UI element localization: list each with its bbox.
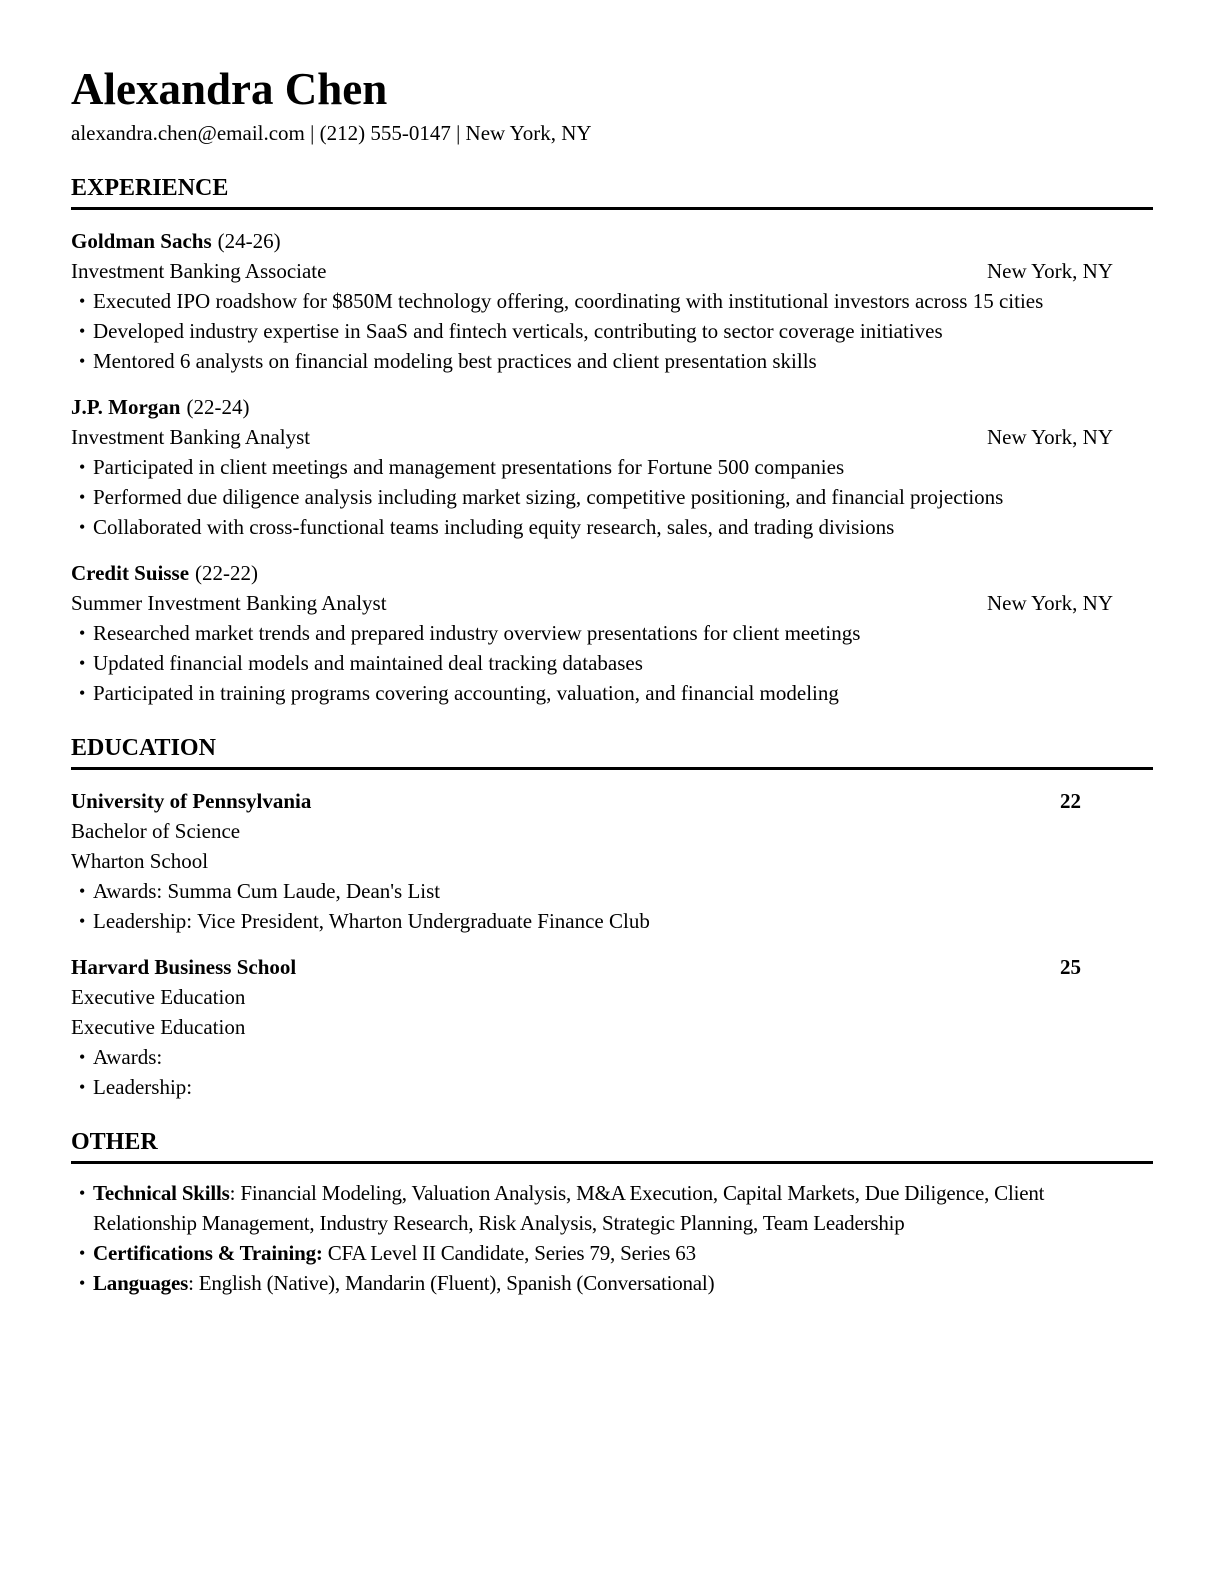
- school-bullet-text: Leadership:: [93, 1075, 193, 1099]
- job-title: Investment Banking Associate: [71, 259, 327, 283]
- job-bullet: [71, 346, 1153, 376]
- bullet-icon: •: [79, 1183, 86, 1203]
- bullet-icon: •: [79, 1273, 86, 1293]
- job-bullet: [71, 482, 1153, 512]
- job-bullet: [71, 618, 1153, 648]
- bullet-icon: •: [79, 321, 86, 341]
- other-list: [71, 1178, 1153, 1298]
- role-line: [71, 422, 1153, 452]
- bullet-icon: •: [79, 1047, 86, 1067]
- section-other: [71, 1128, 1153, 1298]
- bullet-icon: •: [79, 487, 86, 507]
- job-bullet: [71, 512, 1153, 542]
- bullet-icon: •: [79, 351, 86, 371]
- degree: Executive Education: [71, 985, 246, 1009]
- job-bullet: [71, 452, 1153, 482]
- job-bullet-text: Participated in client meetings and management presentations for Fortune 500 companies: [93, 455, 845, 479]
- section-experience: [71, 174, 1153, 708]
- job-bullet: [71, 678, 1153, 708]
- job-bullet: [71, 316, 1153, 346]
- school-bullet: [71, 1072, 1153, 1102]
- job-bullet-text: Mentored 6 analysts on financial modeling best practices and client presentation skills: [93, 349, 817, 373]
- other-item-label: Certifications & Training:: [93, 1241, 323, 1265]
- job-bullet-text: Participated in training programs covering accounting, valuation, and financial modeling: [93, 681, 839, 705]
- company-line: [71, 226, 1153, 256]
- bullet-icon: •: [79, 517, 86, 537]
- school-bullet: [71, 1042, 1153, 1072]
- company-name: Goldman Sachs: [71, 229, 212, 253]
- bullet-icon: •: [79, 653, 86, 673]
- school-name: Harvard Business School: [71, 955, 297, 979]
- job-title: Investment Banking Analyst: [71, 425, 311, 449]
- bullet-icon: •: [79, 291, 86, 311]
- other-item-value: : English (Native), Mandarin (Fluent), Spanish (Conversational): [188, 1271, 715, 1295]
- school-detail: Wharton School: [71, 849, 209, 873]
- bullet-icon: •: [79, 457, 86, 477]
- bullet-icon: •: [79, 1077, 86, 1097]
- other-item-value: : Financial Modeling, Valuation Analysis, M&A Execution, Capital Markets, Due Diligence, Client Relationship Management, Industry Research, Risk Analysis, Strategic Planning, Team Leadership: [93, 1181, 1045, 1235]
- other-item-text: [93, 1238, 1153, 1268]
- company-dates: (24-26): [217, 229, 281, 253]
- resume-header: [71, 64, 1153, 148]
- other-item-label: Languages: [93, 1271, 189, 1295]
- bullet-icon: •: [79, 881, 86, 901]
- school-line: [71, 952, 1153, 982]
- job-bullet-text: Updated financial models and maintained deal tracking databases: [93, 651, 643, 675]
- section-education: [71, 734, 1153, 1102]
- school-detail: Executive Education: [71, 1015, 246, 1039]
- company-line: [71, 392, 1153, 422]
- school-entry-upenn: [71, 786, 1153, 936]
- school-bullet-text: Awards: Summa Cum Laude, Dean's List: [93, 879, 441, 903]
- bullet-icon: •: [79, 1243, 86, 1263]
- other-item-certifications: [71, 1238, 1153, 1268]
- job-title: Summer Investment Banking Analyst: [71, 591, 387, 615]
- graduation-year: 25: [1060, 955, 1081, 979]
- school-entry-harvard: [71, 952, 1153, 1102]
- bullet-icon: •: [79, 683, 86, 703]
- job-bullet-text: Executed IPO roadshow for $850M technology offering, coordinating with institutional investors across 15 cities: [93, 289, 1044, 313]
- job-location: New York, NY: [986, 591, 1113, 615]
- job-location: New York, NY: [986, 425, 1113, 449]
- other-item-label: Technical Skills: [93, 1181, 230, 1205]
- education-section-title: EDUCATION: [71, 734, 1153, 770]
- graduation-year: 22: [1060, 789, 1081, 813]
- bullet-icon: •: [79, 911, 86, 931]
- job-bullet-text: Researched market trends and prepared industry overview presentations for client meetings: [93, 621, 861, 645]
- other-item-technical-skills: [71, 1178, 1153, 1238]
- school-bullet-text: Leadership: Vice President, Wharton Undergraduate Finance Club: [93, 909, 650, 933]
- other-item-languages: [71, 1268, 1153, 1298]
- other-item-text: [93, 1268, 1153, 1298]
- school-name: University of Pennsylvania: [71, 789, 312, 813]
- company-line: [71, 558, 1153, 588]
- role-line: [71, 256, 1153, 286]
- experience-section-title: EXPERIENCE: [71, 174, 1153, 210]
- job-bullet-text: Performed due diligence analysis including market sizing, competitive positioning, and financial projections: [93, 485, 1004, 509]
- school-bullet: [71, 906, 1153, 936]
- job-bullet: [71, 286, 1153, 316]
- other-item-value: CFA Level II Candidate, Series 79, Series 63: [322, 1241, 696, 1265]
- school-bullet-text: Awards:: [93, 1045, 163, 1069]
- contact-line: alexandra.chen@email.com | (212) 555-0147 | New York, NY: [71, 121, 592, 145]
- bullet-icon: •: [79, 623, 86, 643]
- job-entry-credit-suisse: [71, 558, 1153, 708]
- job-location: New York, NY: [986, 259, 1113, 283]
- role-line: [71, 588, 1153, 618]
- company-dates: (22-24): [186, 395, 250, 419]
- candidate-name: Alexandra Chen: [71, 64, 388, 114]
- other-section-title: OTHER: [71, 1128, 1153, 1164]
- job-bullet-text: Developed industry expertise in SaaS and fintech verticals, contributing to sector coverage initiatives: [93, 319, 943, 343]
- job-bullet: [71, 648, 1153, 678]
- company-name: J.P. Morgan: [71, 395, 181, 419]
- school-line: [71, 786, 1153, 816]
- job-entry-goldman-sachs: [71, 226, 1153, 376]
- company-name: Credit Suisse: [71, 561, 190, 585]
- degree: Bachelor of Science: [71, 819, 241, 843]
- company-dates: (22-22): [195, 561, 259, 585]
- other-item-text: [93, 1178, 1153, 1238]
- job-bullet-text: Collaborated with cross-functional teams including equity research, sales, and trading divisions: [93, 515, 895, 539]
- job-entry-jp-morgan: [71, 392, 1153, 542]
- school-bullet: [71, 876, 1153, 906]
